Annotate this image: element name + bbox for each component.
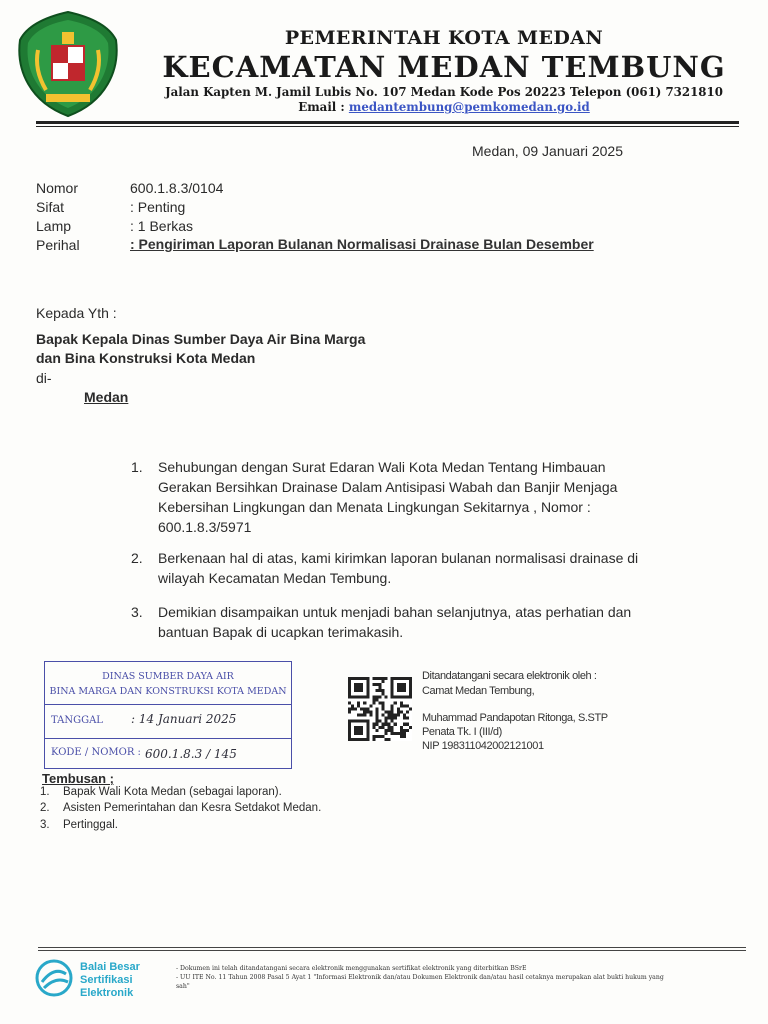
recipient-city: Medan xyxy=(84,389,129,405)
paragraph-number-1: 1. xyxy=(131,459,143,475)
footer-note-2: - UU ITE No. 11 Tahun 2008 Pasal 5 Ayat 1 "Informasi Elektronik dan/atau Dokumen Elektronik dan/atau hasil cetaknya merupakan alat bukti hukum yang xyxy=(176,974,664,981)
date-value: 09 Januari 2025 xyxy=(522,143,624,159)
paragraph-1-line: Gerakan Bersihkan Drainase Dalam Antisipasi Wabah dan Banjir Menjaga xyxy=(158,479,618,495)
field-value-lamp: : 1 Berkas xyxy=(130,218,194,234)
recipient-line-1: Bapak Kepala Dinas Sumber Daya Air Bina Marga xyxy=(36,331,366,347)
stamp-row-kode xyxy=(45,738,291,761)
recipient-salutation: Kepada Yth : xyxy=(36,305,117,321)
paragraph-3 xyxy=(158,602,713,642)
field-value-perihal: : Pengiriman Laporan Bulanan Normalisasi Drainase Bulan Desember xyxy=(130,236,594,252)
paragraph-2 xyxy=(158,548,713,588)
footer-rule xyxy=(38,947,746,948)
bsre-name-line-2: Sertifikasi xyxy=(80,974,133,986)
signature-line-1: Ditandatangani secara elektronik oleh : xyxy=(422,670,597,682)
qr-code-icon xyxy=(348,677,412,741)
letter-date xyxy=(472,143,623,159)
letterhead-rule-thin xyxy=(36,126,739,127)
field-label-perihal: Perihal xyxy=(36,237,80,253)
signature-name: Muhammad Pandapotan Ritonga, S.STP xyxy=(422,712,608,724)
tembusan-item: Asisten Pemerintahan dan Kesra Setdakot Medan. xyxy=(63,802,322,814)
bsre-name-line-1: Balai Besar xyxy=(80,961,140,973)
stamp-title-2: BINA MARGA DAN KONSTRUKSI KOTA MEDAN xyxy=(49,686,287,697)
signature-line-2: Camat Medan Tembung, xyxy=(422,685,535,697)
paragraph-number-3: 3. xyxy=(131,604,143,620)
stamp-tanggal-label: TANGGAL xyxy=(51,715,103,726)
recipient-line-2: dan Bina Konstruksi Kota Medan xyxy=(36,350,256,366)
tembusan-item: Pertinggal. xyxy=(63,819,118,831)
field-label-sifat: Sifat xyxy=(36,199,65,215)
email-label: Email : xyxy=(298,100,345,114)
email-link[interactable]: medantembung@pemkomedan.go.id xyxy=(348,100,590,114)
letterhead-email-line xyxy=(124,100,764,114)
receipt-stamp xyxy=(44,661,292,769)
paragraph-1 xyxy=(158,457,713,537)
field-label-nomor: Nomor xyxy=(36,180,79,196)
paragraph-number-2: 2. xyxy=(131,550,143,566)
letterhead-office-name: KECAMATAN MEDAN TEMBUNG xyxy=(162,50,726,84)
tembusan-item: Bapak Wali Kota Medan (sebagai laporan). xyxy=(63,786,282,798)
date-place: Medan, xyxy=(472,143,519,159)
stamp-title-1: DINAS SUMBER DAYA AIR xyxy=(102,671,234,682)
tembusan-number: 2. xyxy=(40,802,50,814)
tembusan-title: Tembusan ; xyxy=(42,771,114,786)
paragraph-1-line: 600.1.8.3/5971 xyxy=(158,519,252,535)
footer-note-3: sah" xyxy=(176,983,190,990)
letterhead-address: Jalan Kapten M. Jamil Lubis No. 107 Medan Kode Pos 20223 Telepon (061) 7321810 xyxy=(165,85,723,99)
paragraph-2-line: Berkenaan hal di atas, kami kirimkan laporan bulanan normalisasi drainase di xyxy=(158,550,639,566)
footer-rule xyxy=(38,950,746,951)
bsre-logo-icon xyxy=(34,958,74,998)
stamp-row-tanggal xyxy=(45,704,291,726)
signature-nip: NIP 198311042002121001 xyxy=(422,740,544,752)
footer-note-1: - Dokumen ini telah ditandatangani secara elektronik menggunakan sertifikat elektronik yang diterbitkan BSrE xyxy=(176,965,527,972)
stamp-kode-label: KODE / NOMOR : xyxy=(51,747,141,758)
paragraph-2-line: wilayah Kecamatan Medan Tembung. xyxy=(158,570,392,586)
recipient-di: di- xyxy=(36,370,52,386)
signature-rank: Penata Tk. I (III/d) xyxy=(422,726,502,738)
letterhead-rule-thick xyxy=(36,121,739,124)
stamp-tanggal-value: : 14 Januari 2025 xyxy=(131,712,237,726)
field-value-nomor: 600.1.8.3/0104 xyxy=(130,180,224,196)
paragraph-3-line: Demikian disampaikan untuk menjadi bahan selanjutnya, atas perhatian dan xyxy=(158,604,632,620)
paragraph-3-line: bantuan Bapak di ucapkan terimakasih. xyxy=(158,624,404,640)
field-value-sifat: : Penting xyxy=(130,199,186,215)
tembusan-number: 3. xyxy=(40,819,50,831)
letterhead-government-name: PEMERINTAH KOTA MEDAN xyxy=(284,27,604,49)
paragraph-1-line: Kebersihan Lingkungan dan Menata Lingkungan Sekitarnya , Nomor : xyxy=(158,499,591,515)
bsre-name-line-3: Elektronik xyxy=(80,987,134,999)
tembusan-number: 1. xyxy=(40,786,50,798)
paragraph-1-line: Sehubungan dengan Surat Edaran Wali Kota Medan Tentang Himbauan xyxy=(158,459,606,475)
medan-city-emblem-icon xyxy=(16,10,120,118)
stamp-kode-value: 600.1.8.3 / 145 xyxy=(145,747,237,761)
field-label-lamp: Lamp xyxy=(36,218,72,234)
